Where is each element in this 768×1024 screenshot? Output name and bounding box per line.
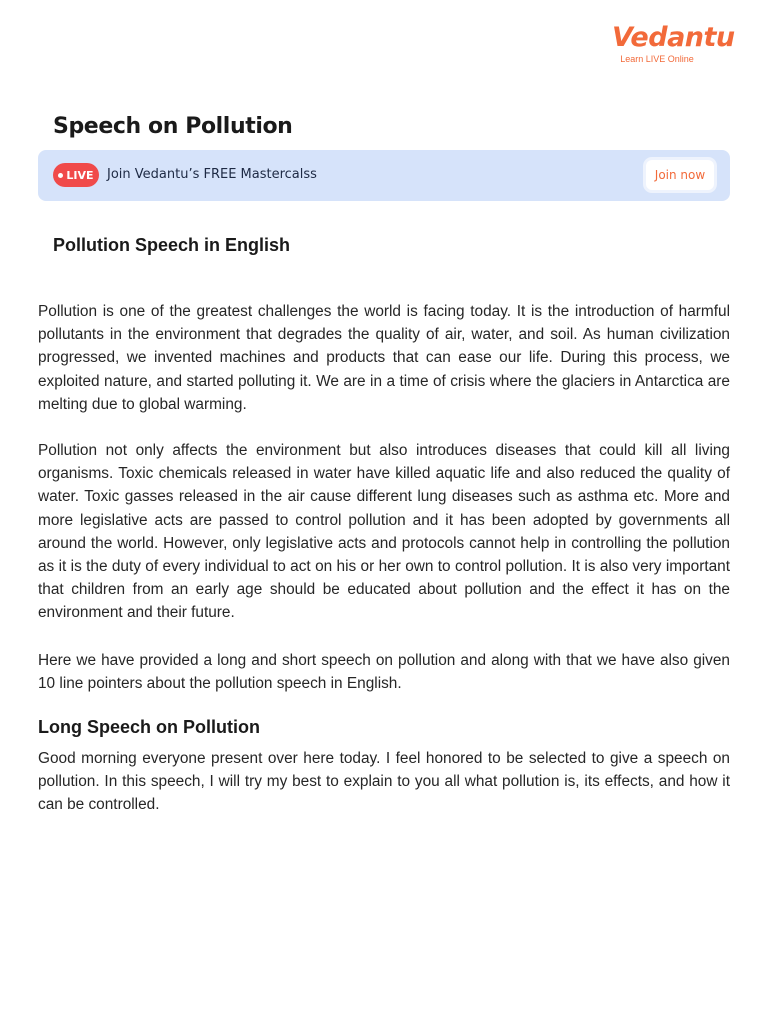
logo-tagline: Learn LIVE Online (620, 54, 694, 64)
page-title: Speech on Pollution (53, 114, 293, 139)
paragraph-intro: Pollution is one of the greatest challenges the world is facing today. It is the introduction of harmful pollutants in the environment that degrades the quality of air, water, and soil. As human civilization progressed, we invented machines and products that can ease our life. During this process, we exploited nature, and started polluting it. We are in a time of crisis where the glaciers in Antarctica are melting due to global warming. (38, 303, 730, 413)
live-badge (53, 163, 99, 187)
paragraph-overview: Here we have provided a long and short speech on pollution and along with that we have also given 10 line pointers about the pollution speech in English. (38, 652, 730, 693)
join-now-button[interactable]: Join now (646, 160, 714, 190)
logo-wordmark: Vedantu (612, 22, 735, 53)
long-speech-heading: Long Speech on Pollution (38, 717, 260, 737)
live-dot-icon (58, 173, 63, 178)
vedantu-logo[interactable] (612, 22, 735, 64)
live-badge-label: LIVE (66, 168, 94, 182)
paragraph-effects: Pollution not only affects the environment but also introduces diseases that could kill all living organisms. Toxic chemicals released in water have killed aquatic life and also reduced the quality of water. Toxic gasses released in the air cause different lung diseases such as asthma etc. More and more legislative acts are passed to control pollution and it has been adopted by governments all around the world. However, only legislative acts and protocols cannot help in controlling the pollution as it is the duty of every individual to act on his or her own to control pollution. It is also very important that children from an early age should be educated about pollution and the effect it has on the environment and their future. (38, 442, 730, 622)
long-speech-paragraph: Good morning everyone present over here today. I feel honored to be selected to give a speech on pollution. In this speech, I will try my best to explain to you all what pollution is, its effects, and how it can be controlled. (38, 750, 730, 814)
section-heading: Pollution Speech in English (53, 235, 291, 255)
masterclass-banner-text: Join Vedantu’s FREE Mastercalss (107, 167, 317, 182)
